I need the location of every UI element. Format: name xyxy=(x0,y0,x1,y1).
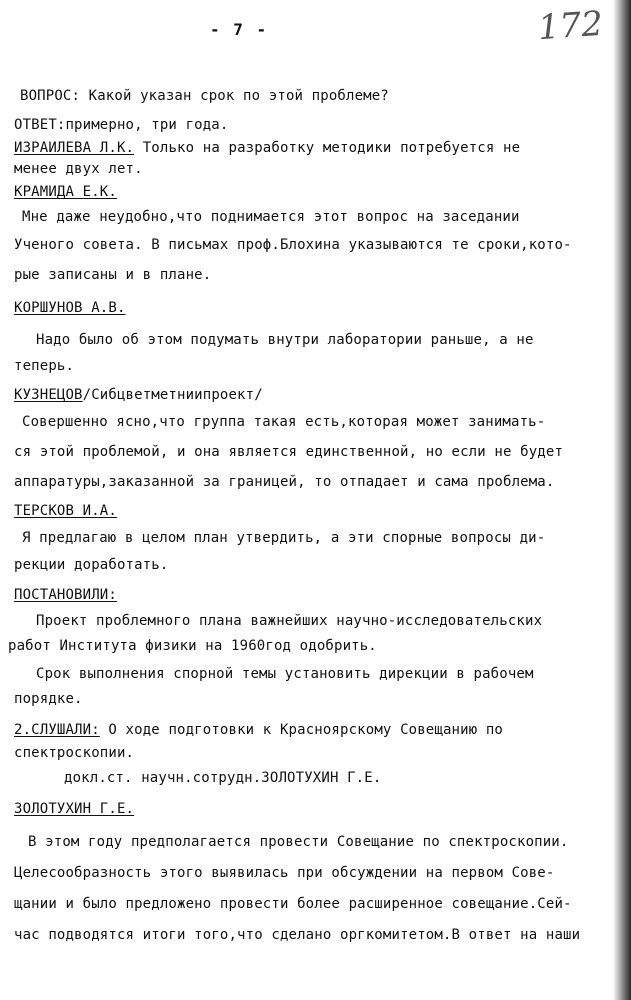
text-line: Надо было об этом подумать внутри лаборатории раньше, а не xyxy=(36,332,534,348)
text-line: Только на разработку методики потребуется не xyxy=(142,140,521,156)
speaker-line-zolotukhin xyxy=(14,800,134,818)
speaker-name: ИЗРАИЛЕВА Л.К. xyxy=(14,140,135,156)
page-edge-shadow xyxy=(613,0,631,1000)
text-line: ся этой проблемой, и она является единственной, но если не будет xyxy=(14,444,564,460)
speaker-line-kramida xyxy=(14,183,117,201)
text-line: Целесообразность этого выявилась при обсуждении на первом Сове- xyxy=(14,865,555,881)
text-line: щании и было предложено провести более расширенное совещание.Сей- xyxy=(14,896,572,912)
text-line: работ Института физики на 1960год одобрить. xyxy=(8,638,377,654)
page-number: - 7 - xyxy=(210,20,269,39)
speaker-organization: /Сибцветметниипроект/ xyxy=(82,387,263,403)
speaker-line-korshunov xyxy=(14,299,126,317)
text-line: рекции доработать. xyxy=(14,557,169,573)
text-line: Проект проблемного плана важнейших научно-исследовательских xyxy=(36,613,543,629)
speaker-line-terskov xyxy=(14,502,117,520)
text-line: рые записаны и в плане. xyxy=(14,267,212,283)
answer-line: ОТВЕТ:примерно, три года. xyxy=(14,117,229,133)
question-line: ВОПРОС: Какой указан срок по этой проблеме? xyxy=(20,88,389,104)
speaker-line-kuznetsov xyxy=(14,386,263,404)
text-line: спектроскопии. xyxy=(14,745,135,761)
speaker-line-israileva xyxy=(14,139,520,157)
text-line: О ходе подготовки к Красноярскому Совещанию по xyxy=(108,722,504,738)
text-line: В этом году предполагается провести Совещание по спектроскопии. xyxy=(28,834,569,850)
text-line: менее двух лет. xyxy=(14,161,143,177)
text-line: аппаратуры,заказанной за границей, то отпадает и сама проблема. xyxy=(14,474,555,490)
text-line: Совершенно ясно,что группа такая есть,которая может занимать- xyxy=(22,414,546,430)
speaker-name: КУЗНЕЦОВ xyxy=(14,387,83,403)
text-line: Ученого совета. В письмах проф.Блохина указываются те сроки,кото- xyxy=(14,237,572,253)
agenda-line-heard xyxy=(14,721,503,739)
archive-number: 172 xyxy=(536,3,605,49)
agenda-label: 2.СЛУШАЛИ: xyxy=(14,722,100,738)
resolution-label: ПОСТАНОВИЛИ: xyxy=(14,587,117,603)
text-line: Мне даже неудобно,что поднимается этот вопрос на заседании xyxy=(22,209,520,225)
speaker-name: ЗОЛОТУХИН Г.Е. xyxy=(14,801,135,817)
rapporteur-line: докл.ст. научн.сотрудн.ЗОЛОТУХИН Г.Е. xyxy=(64,770,382,786)
text-line: Я предлагаю в целом план утвердить, а эти спорные вопросы ди- xyxy=(22,530,546,546)
speaker-name: КОРШУНОВ А.В. xyxy=(14,300,126,316)
speaker-name: КРАМИДА Е.К. xyxy=(14,184,117,200)
text-line: теперь. xyxy=(14,358,75,374)
text-line: час подводятся итоги того,что сделано оргкомитетом.В ответ на наши xyxy=(14,927,581,943)
text-line: Срок выполнения спорной темы установить дирекции в рабочем xyxy=(36,666,534,682)
resolution-heading xyxy=(14,586,117,604)
speaker-name: ТЕРСКОВ И.А. xyxy=(14,503,117,519)
text-line: порядке. xyxy=(14,691,83,707)
